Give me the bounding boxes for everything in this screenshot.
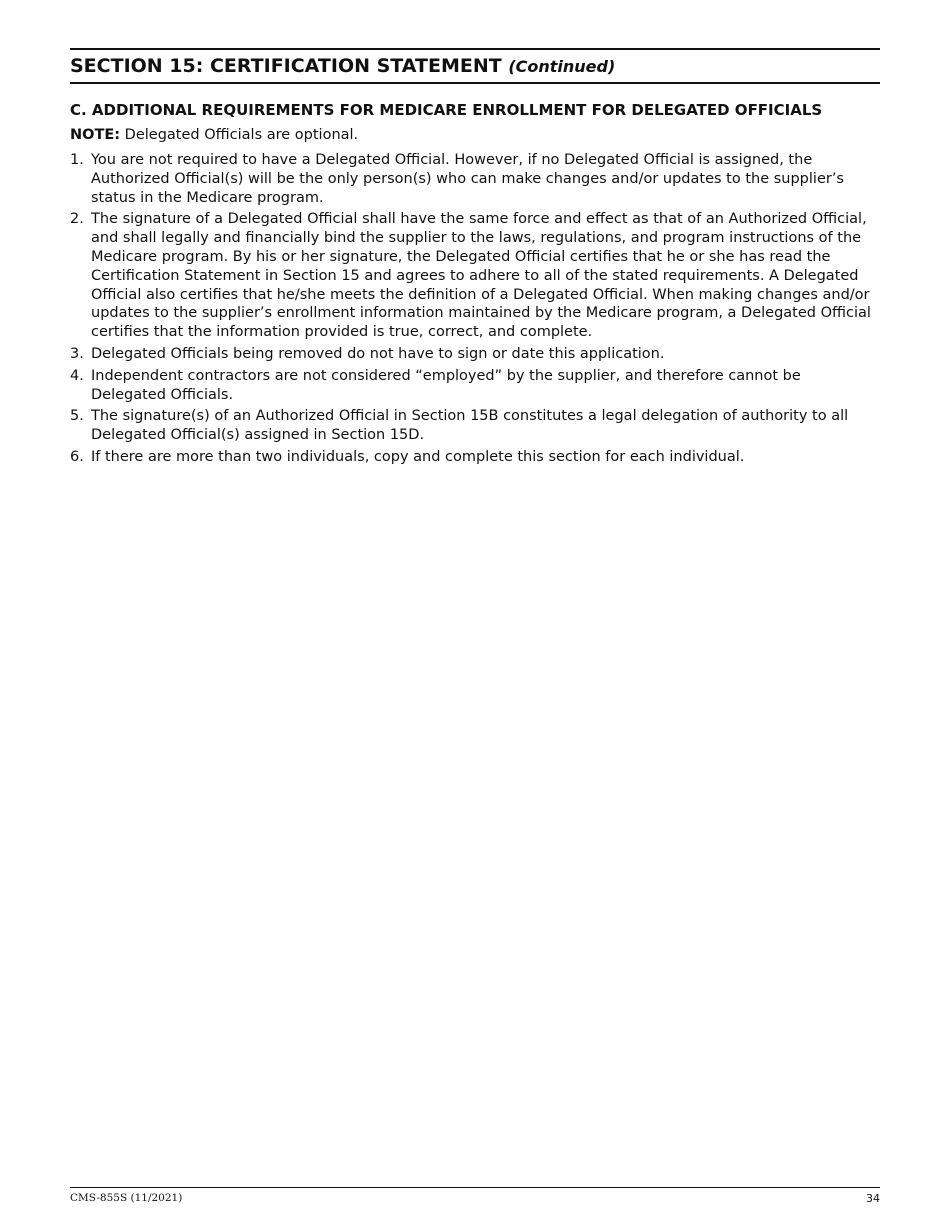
- section-title: SECTION 15: CERTIFICATION STATEMENT: [70, 55, 502, 77]
- requirements-list: [70, 151, 880, 467]
- requirement-text: If there are more than two individuals, copy and complete this section for each individual.: [91, 448, 745, 465]
- form-id: CMS-855S (11/2021): [70, 1192, 183, 1204]
- requirement-item: [70, 448, 880, 467]
- requirement-text: Delegated Officials being removed do not have to sign or date this application.: [91, 345, 665, 362]
- requirement-number: 1.: [70, 152, 84, 168]
- requirement-item: [70, 367, 880, 405]
- requirement-text: You are not required to have a Delegated Official. However, if no Delegated Official is assigned, the Authorized Official(s) will be the only person(s) who can make changes and/or updates to the supplier’s status in the Medicare program.: [91, 152, 844, 206]
- note-text: Delegated Officials are optional.: [120, 127, 359, 143]
- requirement-text: Independent contractors are not considered “employed” by the supplier, and therefore cannot be Delegated Officials.: [91, 367, 801, 403]
- subsection-heading: C. ADDITIONAL REQUIREMENTS FOR MEDICARE ENROLLMENT FOR DELEGATED OFFICIALS: [70, 101, 823, 119]
- requirement-text: The signature(s) of an Authorized Official in Section 15B constitutes a legal delegation of authority to all Delegated Official(s) assigned in Section 15D.: [91, 408, 849, 444]
- requirement-number: 4.: [70, 367, 84, 384]
- requirement-number: 6.: [70, 448, 84, 465]
- page-footer: [70, 1187, 880, 1205]
- requirement-text: The signature of a Delegated Official shall have the same force and effect as that of an Authorized Official, and shall legally and financially bind the supplier to the laws, regulations, and program instructions of the Medicare program. By his or her signature, the Delegated Official certifies that he or she has read the Certification Statement in Section 15 and agrees to adhere to all of the stated requirements. A Delegated Official also certifies that he/she meets the definition of a Delegated Official. When making changes and/or updates to the supplier’s enrollment information maintained by the Medicare program, a Delegated Official certifies that the information provided is true, correct, and complete.: [91, 211, 871, 341]
- requirement-item: [70, 210, 880, 342]
- section-continued-label: (Continued): [508, 57, 616, 76]
- requirement-item: [70, 345, 880, 364]
- requirement-number: 3.: [70, 345, 84, 362]
- requirement-number: 5.: [70, 408, 84, 425]
- note-label: NOTE:: [70, 127, 121, 143]
- section-header: [70, 48, 880, 84]
- requirement-item: [70, 151, 880, 207]
- document-page: [70, 48, 880, 470]
- requirement-item: [70, 407, 880, 445]
- requirement-number: 2.: [70, 211, 84, 228]
- note: [70, 126, 880, 145]
- page-number: 34: [866, 1192, 880, 1205]
